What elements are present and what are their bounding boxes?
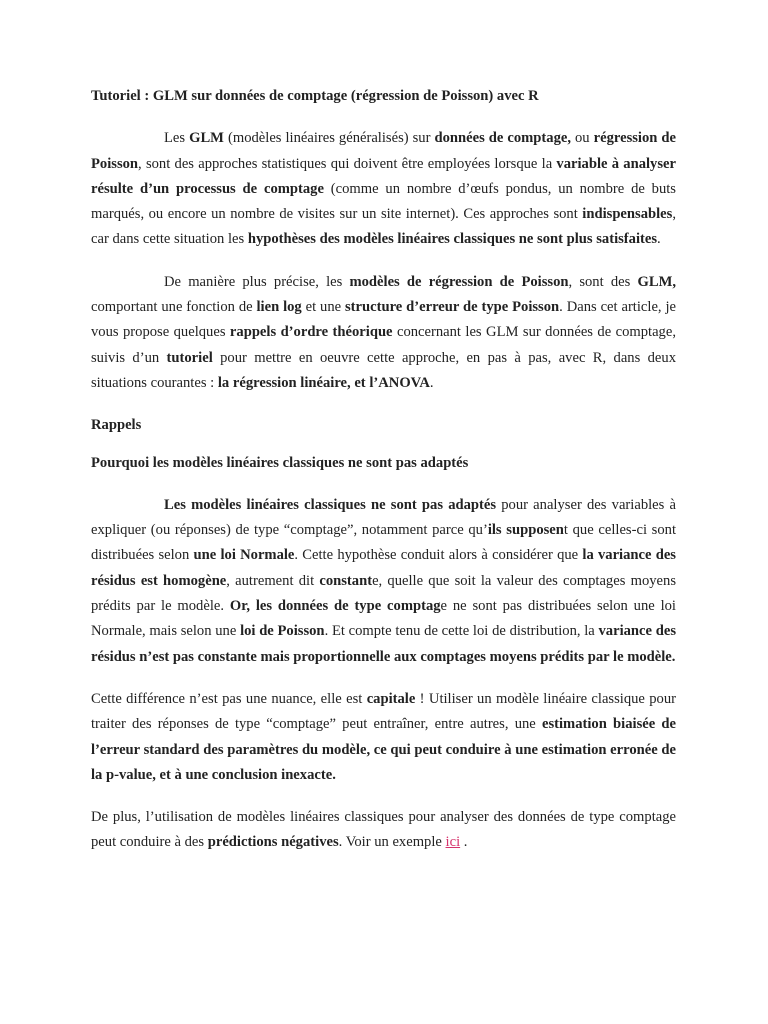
text-run: , sont des: [568, 273, 638, 290]
bold-text: loi de Poisson: [240, 623, 325, 640]
text-run: , sont des approches statistiques qui doivent être employées lorsque la: [138, 155, 557, 172]
paragraph-predictions: [91, 805, 676, 856]
text-run: comportant une fonction de: [91, 299, 257, 316]
text-run: Les: [164, 130, 190, 147]
bold-text: GLM,: [637, 273, 676, 290]
text-run: Cette différence n’est pas une nuance, elle est: [91, 690, 367, 707]
bold-text: hypothèses des modèles linéaires classiques ne sont plus satisfaites: [247, 231, 658, 248]
bold-text: estimation biaisée de l’erreur standard des paramètres du modèle, ce qui peut conduire à une estimation erronée de la p-value, et à une conclusion inexacte.: [91, 716, 676, 783]
text-run: . Et compte tenu de cette loi de distribution, la: [324, 623, 599, 640]
text-run: , autrement dit: [226, 572, 320, 589]
bold-text: données de comptage,: [434, 130, 571, 147]
text-run: , car dans cette situation les: [91, 206, 676, 248]
bold-text: une loi Normale: [193, 547, 295, 564]
bold-text: prédictions négatives: [207, 834, 339, 851]
text-run: e, quelle que soit la valeur des comptages moyens prédits par le modèle.: [91, 572, 676, 615]
bold-text: GLM: [189, 130, 224, 147]
example-link[interactable]: ici: [445, 834, 461, 851]
bold-text: structure d’erreur de type Poisson: [345, 299, 560, 316]
text-run: .: [429, 374, 434, 391]
bold-text: variable à analyser résulte d’un processus de comptage: [91, 155, 676, 197]
bold-text: modèles de régression de Poisson: [349, 273, 569, 290]
text-run: (comme un nombre d’œufs pondus, un nombre de buts marqués, ou encore un nombre de visites sur un site internet). Ces approches sont: [91, 180, 676, 223]
text-run: ! Utiliser un modèle linéaire classique pour traiter des réponses de type “comptage” peut entraîner, entre autres, une: [91, 690, 677, 733]
bold-text: rappels d’ordre théorique: [229, 324, 393, 341]
bold-text: Or, les données de type comptag: [229, 598, 441, 615]
bold-text: variance des résidus n’est pas constante mais proportionnelle aux comptages moyens prédits par le modèle.: [91, 623, 676, 665]
bold-text: capitale: [366, 690, 416, 707]
text-run: concernant les GLM sur données de comptage, suivis d’un: [91, 324, 676, 366]
text-run: . Voir un exemple: [338, 834, 446, 851]
bold-text: lien log: [256, 299, 302, 316]
subsection-heading: Pourquoi les modèles linéaires classiques ne sont pas adaptés: [91, 454, 469, 471]
text-run: .: [460, 834, 468, 851]
bold-text: Les modèles linéaires classiques ne sont pas adaptés: [164, 496, 497, 513]
document-body: [91, 84, 676, 856]
text-run: ou: [571, 130, 594, 147]
bold-text: indispensables: [582, 206, 673, 223]
bold-text: régression de Poisson: [91, 130, 676, 172]
bold-text: constant: [319, 572, 373, 589]
bold-text: tutoriel: [166, 349, 213, 366]
text-run: De plus, l’utilisation de modèles linéaires classiques pour analyser des données de type comptage peut conduire à des: [91, 809, 676, 851]
text-run: e ne sont pas distribuées selon une loi Normale, mais selon une: [91, 598, 676, 640]
paragraph-precision: [91, 270, 676, 396]
text-run: . Cette hypothèse conduit alors à considérer que: [294, 547, 583, 564]
text-run: pour analyser des variables à expliquer (ou réponses) de type “comptage”, notamment parce qu’: [91, 496, 676, 539]
paragraph-difference: [91, 687, 676, 788]
document-title: Tutoriel : GLM sur données de comptage (régression de Poisson) avec R: [91, 88, 539, 104]
text-run: et une: [301, 299, 345, 316]
text-run: De manière plus précise, les: [164, 273, 350, 290]
paragraph-models: [91, 493, 676, 670]
bold-text: la variance des résidus est homogène: [91, 547, 676, 589]
text-run: pour mettre en oeuvre cette approche, en pas à pas, avec R, dans deux situations courantes :: [91, 349, 677, 391]
text-run: .: [657, 231, 661, 248]
section-heading-rappels: Rappels: [91, 417, 142, 434]
bold-text: la régression linéaire, et l’ANOVA: [217, 374, 430, 391]
text-run: t que celles-ci sont distribuées selon: [91, 522, 676, 564]
text-run: (modèles linéaires généralisés) sur: [223, 130, 435, 147]
text-run: . Dans cet article, je vous propose quelques: [91, 299, 676, 341]
bold-text: ils supposen: [487, 522, 564, 539]
paragraph-intro: [91, 126, 676, 252]
